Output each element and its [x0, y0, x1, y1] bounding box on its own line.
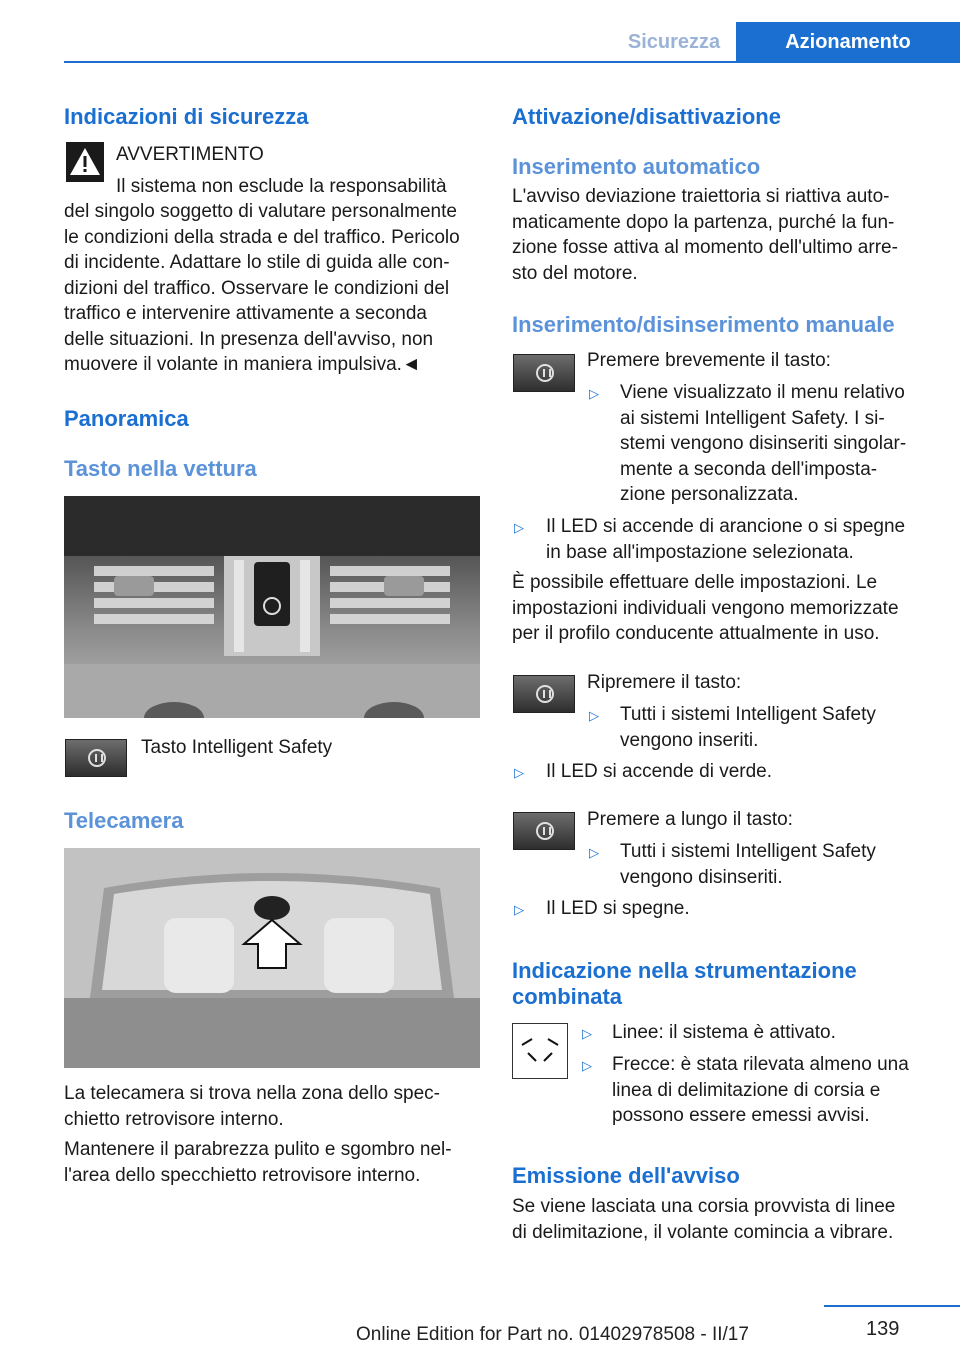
camera-line: La telecamera si trova nella zona dello spec‐ — [64, 1083, 440, 1104]
bullet-line: Tutti i sistemi Intelligent Safety — [620, 841, 876, 862]
cluster-heading-line: combinata — [512, 984, 623, 1009]
bullet-line: Viene visualizzato il menu relativo — [620, 382, 905, 403]
bullet-triangle-icon: ▷ — [589, 845, 599, 860]
settings-line: impostazioni individuali vengono memorizzate — [512, 597, 899, 619]
header-tab-azionamento[interactable]: Azionamento — [736, 22, 960, 62]
page-number: 139 — [866, 1318, 900, 1340]
camera-line: l'area dello specchietto retrovisore interno. — [64, 1164, 421, 1186]
activation-heading: Attivazione/disattivazione — [512, 104, 781, 129]
warning-title: AVVERTIMENTO — [116, 144, 264, 165]
led-off-text: Il LED si spegne. — [546, 898, 690, 919]
emission-paragraph — [512, 1194, 942, 1245]
auto-line: maticamente dopo la partenza, purché la fun‐ — [512, 211, 895, 233]
repress-bullet — [620, 702, 930, 753]
auto-line: zione fosse attiva al momento dell'ultimo arre‐ — [512, 237, 898, 258]
lane-lines-icon — [512, 1023, 568, 1079]
bullet-line: zione personalizzata. — [620, 484, 799, 505]
arrows-bullet — [612, 1052, 932, 1129]
emission-heading: Emissione dell'avviso — [512, 1163, 740, 1188]
bullet-triangle-icon: ▷ — [582, 1026, 592, 1041]
cluster-heading — [512, 958, 857, 1010]
emission-line: Se viene lasciata una corsia provvista di linee — [512, 1196, 896, 1217]
emission-line: di delimitazione, il volante comincia a vibrare. — [512, 1221, 894, 1243]
cluster-heading-line: Indicazione nella strumentazione — [512, 958, 857, 983]
warning-line: muovere il volante in maniera impulsiva.◄ — [64, 354, 421, 375]
bullet-line: Frecce: è stata rilevata almeno una — [612, 1054, 909, 1075]
dashboard-photo — [64, 496, 480, 718]
camera-line: Mantenere il parabrezza pulito e sgombro nel‐ — [64, 1139, 452, 1160]
intelligent-safety-button-icon — [65, 739, 127, 777]
settings-paragraph — [512, 570, 942, 647]
footer-rule — [824, 1305, 960, 1307]
bullet-triangle-icon: ▷ — [589, 708, 599, 723]
camera-photo — [64, 848, 480, 1068]
warning-text — [64, 199, 484, 378]
bullet-line: Tutti i sistemi Intelligent Safety — [620, 704, 876, 725]
lines-bullet: Linee: il sistema è attivato. — [612, 1022, 836, 1043]
warning-line: le condizioni della strada e del traffico. Pericolo — [64, 226, 460, 248]
camera-paragraph-1 — [64, 1081, 484, 1132]
warning-line: dizioni del traffico. Osservare le condizioni del — [64, 277, 450, 299]
warning-line: traffico e intervenire attivamente a seconda — [64, 303, 427, 324]
intelligent-safety-button-icon — [513, 812, 575, 850]
warning-line-1: Il sistema non esclude la responsabilità — [116, 176, 447, 197]
auto-line: sto del motore. — [512, 262, 638, 284]
repress-text: Ripremere il tasto: — [587, 672, 742, 693]
camera-paragraph-2 — [64, 1137, 484, 1188]
led-bullet — [546, 514, 936, 565]
bullet-triangle-icon: ▷ — [514, 520, 524, 535]
bullet-triangle-icon: ▷ — [589, 386, 599, 401]
intelligent-safety-button-icon — [513, 675, 575, 713]
footer-edition: Online Edition for Part no. 01402978508 - II/17 — [356, 1324, 749, 1345]
short-bullet — [620, 380, 930, 508]
camera-heading: Telecamera — [64, 808, 184, 833]
bullet-line: mente a seconda dell'imposta‐ — [620, 458, 878, 480]
intelligent-safety-button-icon — [513, 354, 575, 392]
overview-heading: Panoramica — [64, 406, 189, 431]
bullet-line: in base all'impostazione selezionata. — [546, 541, 854, 563]
warning-triangle-icon — [66, 142, 104, 182]
bullet-line: stemi vengono disinseriti singolar‐ — [620, 433, 907, 454]
warning-line: delle situazioni. In presenza dell'avviso, non — [64, 328, 434, 350]
header-tab-sicurezza[interactable]: Sicurezza — [627, 30, 721, 53]
button-heading: Tasto nella vettura — [64, 456, 257, 481]
bullet-line: possono essere emessi avvisi. — [612, 1105, 870, 1126]
button-caption: Tasto Intelligent Safety — [141, 737, 333, 758]
long-press-text: Premere a lungo il tasto: — [587, 809, 793, 830]
camera-line: chietto retrovisore interno. — [64, 1108, 284, 1130]
warning-line: del singolo soggetto di valutare personalmente — [64, 201, 457, 222]
auto-heading: Inserimento automatico — [512, 154, 761, 179]
manual-heading: Inserimento/disinserimento manuale — [512, 312, 895, 337]
bullet-line: ai sistemi Intelligent Safety. I si‐ — [620, 407, 885, 429]
safety-heading: Indicazioni di sicurezza — [64, 104, 309, 129]
bullet-line: Il LED si accende di arancione o si spegne — [546, 516, 906, 537]
settings-line: per il profilo conducente attualmente in uso. — [512, 623, 880, 644]
short-press-text: Premere brevemente il tasto: — [587, 350, 831, 371]
settings-line: È possibile effettuare delle impostazioni. Le — [512, 572, 878, 593]
bullet-line: vengono disinseriti. — [620, 866, 783, 888]
auto-paragraph — [512, 184, 932, 286]
bullet-triangle-icon: ▷ — [514, 765, 524, 780]
bullet-triangle-icon: ▷ — [582, 1058, 592, 1073]
auto-line: L'avviso deviazione traiettoria si riattiva auto‐ — [512, 186, 890, 207]
warning-line: di incidente. Adattare lo stile di guida alle con‐ — [64, 252, 450, 273]
bullet-line: vengono inseriti. — [620, 729, 759, 751]
long-bullet — [620, 839, 930, 890]
bullet-triangle-icon: ▷ — [514, 902, 524, 917]
bullet-line: linea di delimitazione di corsia e — [612, 1079, 881, 1101]
led-green-text: Il LED si accende di verde. — [546, 761, 773, 782]
header-rule — [64, 61, 960, 63]
